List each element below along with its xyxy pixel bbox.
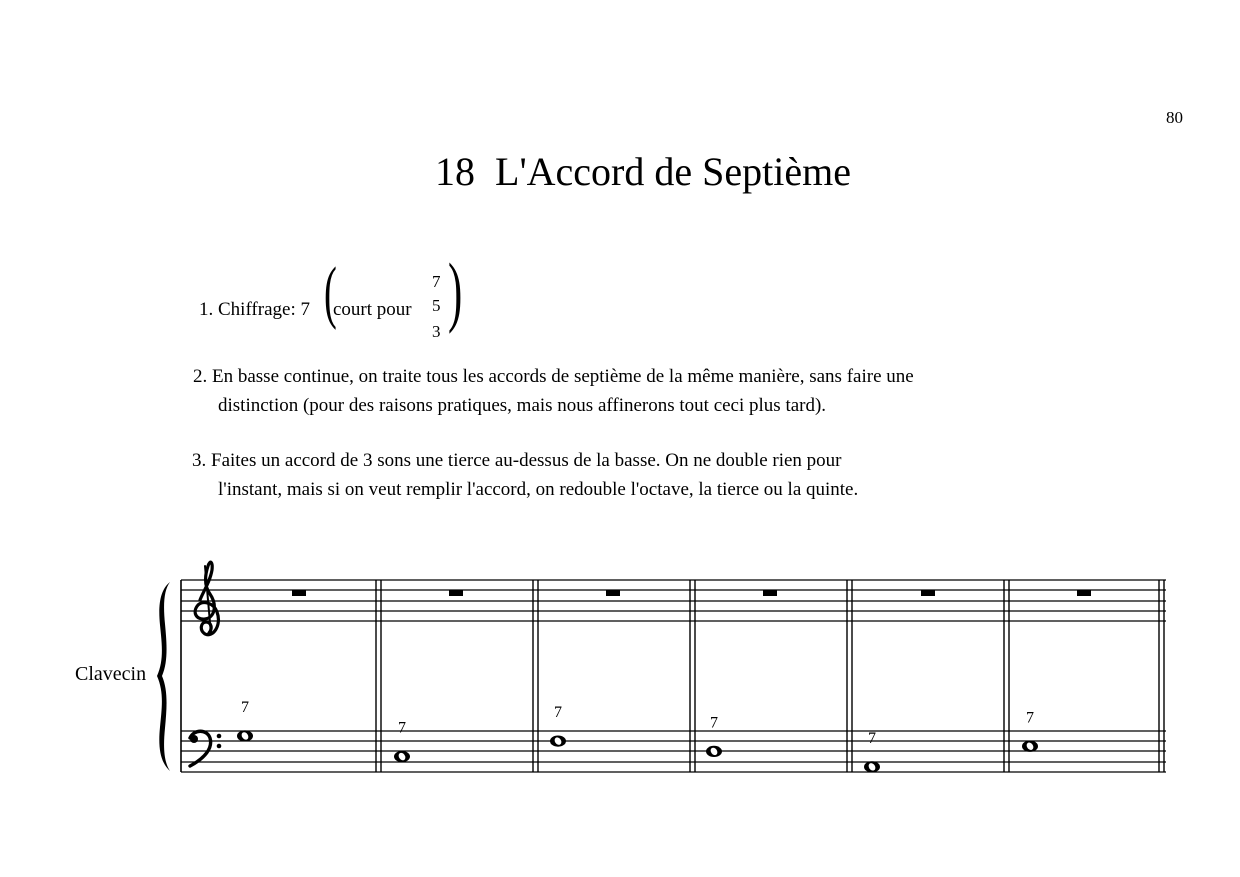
whole-rest-icon <box>1077 590 1091 596</box>
figured-bass-label: 7 <box>554 704 562 722</box>
whole-rest-icon <box>921 590 935 596</box>
whole-rest-icon <box>763 590 777 596</box>
page-title: 18 L'Accord de Septième <box>435 149 851 194</box>
item-3-line-2: l'instant, mais si on veut remplir l'accord, on redouble l'octave, la tierce ou la quinte. <box>218 479 859 500</box>
figured-bass-label: 7 <box>241 698 249 716</box>
item-2-line-1: 2. En basse continue, on traite tous les accords de septième de la même manière, sans faire une <box>193 366 914 387</box>
page-number: 80 <box>1166 108 1183 127</box>
whole-rest-icon <box>449 590 463 596</box>
figure-five: 5 <box>432 296 441 315</box>
figured-bass-label: 7 <box>710 714 718 732</box>
left-parenthesis: ( <box>324 254 337 331</box>
figure-three: 3 <box>432 322 441 341</box>
figured-bass-label: 7 <box>868 729 876 747</box>
treble-clef-icon <box>195 562 218 635</box>
item-1-prefix: 1. Chiffrage: 7 <box>199 299 310 320</box>
treble-staff <box>181 580 1166 621</box>
brace-icon <box>157 582 170 771</box>
item-3-line-1: 3. Faites un accord de 3 sons une tierce au-dessus de la basse. On ne double rien pour <box>192 450 842 471</box>
item-2-line-2: distinction (pour des raisons pratiques, mais nous affinerons tout ceci plus tard). <box>218 395 827 416</box>
right-parenthesis: ) <box>448 247 463 334</box>
item-1-suffix: court pour <box>333 299 412 320</box>
bass-staff <box>181 731 1166 772</box>
figured-bass-label: 7 <box>1026 709 1034 727</box>
whole-rest-icon <box>292 590 306 596</box>
figure-seven: 7 <box>432 272 441 291</box>
barlines <box>376 580 1164 772</box>
bass-clef-icon <box>190 731 221 766</box>
figured-bass-label: 7 <box>398 719 406 737</box>
whole-rest-icon <box>606 590 620 596</box>
instrument-label: Clavecin <box>75 663 147 685</box>
